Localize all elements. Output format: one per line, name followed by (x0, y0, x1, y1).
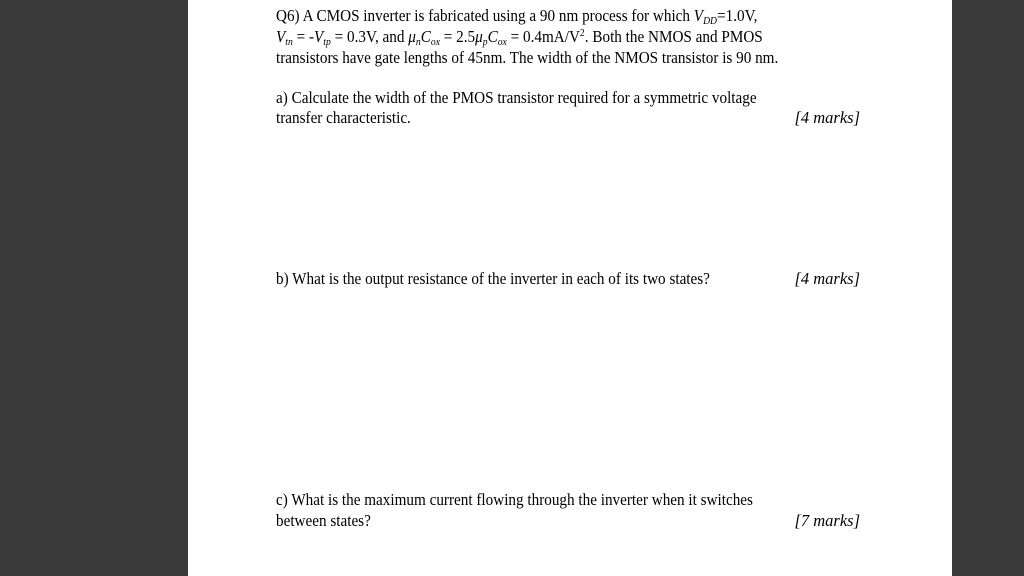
ratio-value: = 2.5 (439, 27, 476, 46)
vtn-symbol: V (276, 27, 286, 46)
part-a-line-2: transfer characteristic. (276, 108, 411, 127)
process-param-value: = 0.4mA/V (506, 27, 580, 46)
cox-subscript: ox (430, 37, 440, 48)
question-6-line-3: transistors have gate lengths of 45nm. The width of the NMOS transistor is 90 nm. (276, 48, 779, 67)
cox-symbol: C (420, 27, 431, 46)
vdd-value: =1.0V, (717, 6, 758, 25)
squared-superscript: 2 (579, 28, 585, 39)
part-a-line-1: a) Calculate the width of the PMOS transistor required for a symmetric voltage (276, 88, 757, 107)
mup-symbol: μ (475, 27, 483, 46)
part-b-marks: [4 marks] (794, 269, 860, 288)
vtp-symbol: V (314, 27, 324, 46)
vdd-symbol: V (693, 6, 704, 25)
part-c-line-2: between states? (276, 511, 371, 530)
mun-symbol: μ (408, 27, 416, 46)
cox-subscript-2: ox (497, 37, 507, 48)
question-6-intro: Q6) A CMOS inverter is fabricated using a 90 nm process for which (276, 6, 694, 25)
part-c-marks: [7 marks] (794, 511, 860, 530)
cox-symbol-2: C (487, 27, 498, 46)
vdd-subscript: DD (703, 16, 718, 27)
part-c-line-1: c) What is the maximum current flowing through the inverter when it switches (276, 490, 753, 509)
question-6-line-2 (276, 27, 763, 47)
vtn-subscript: tn (285, 37, 293, 48)
threshold-value: = 0.3V, and (330, 27, 409, 46)
question-6-line-1 (276, 6, 757, 26)
vtp-subscript: tp (323, 37, 331, 48)
part-a-marks: [4 marks] (794, 108, 860, 127)
question-6-tail: . Both the NMOS and PMOS (584, 27, 763, 46)
document-page (188, 0, 952, 576)
mun-subscript: n (415, 37, 421, 48)
part-b-line-1: b) What is the output resistance of the inverter in each of its two states? (276, 269, 710, 288)
equals-neg: = - (292, 27, 315, 46)
mup-subscript: p (482, 37, 488, 48)
